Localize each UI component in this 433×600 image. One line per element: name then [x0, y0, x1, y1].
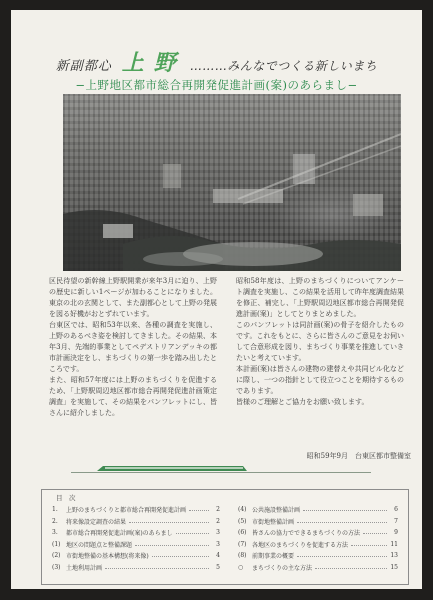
title-tagline: ………みんなでつくる新しいまち [189, 59, 378, 73]
toc-item [52, 539, 220, 551]
toc-item-title: 皆さんの協力でできるまちづくりの方法 [252, 530, 360, 538]
toc-item-number: (6) [238, 529, 247, 537]
toc-item-number: (5) [238, 517, 247, 525]
toc-item-number: (3) [52, 563, 61, 571]
toc-item [238, 527, 398, 539]
aerial-photo [63, 94, 401, 271]
toc-item-page: 15 [390, 563, 398, 571]
toc-item [238, 550, 398, 562]
toc-item-number: (8) [238, 552, 247, 560]
document-title [11, 46, 422, 76]
toc-item-page: 4 [216, 552, 220, 560]
toc-item-page: 7 [394, 517, 398, 525]
toc-item-page: 9 [394, 529, 398, 537]
publication-date: 昭和59年9月 台東区都市整備室 [306, 452, 411, 460]
toc-item-number: 2. [52, 517, 58, 525]
toc-leader [351, 545, 387, 546]
toc-right-column [238, 504, 398, 573]
toc-leader [297, 556, 387, 557]
toc-item-number: (4) [238, 506, 247, 514]
toc-item-title: 前期事業の概要 [252, 553, 295, 561]
title-prefix: 新副都心 [55, 59, 112, 74]
toc-item-number: (1) [52, 540, 61, 548]
toc-item-title: 都市総合再開発促進計画(案)のあらまし [66, 530, 173, 538]
toc-item-page: 2 [216, 506, 220, 514]
toc-item [238, 539, 398, 551]
toc-item-title: 将来像設定調査の結果 [66, 518, 127, 526]
aerial-photo-drawing [63, 94, 401, 271]
toc-item [52, 550, 220, 562]
toc-item-title: 市街地整備計画 [252, 518, 295, 526]
toc-leader [297, 522, 387, 523]
toc-item [238, 562, 398, 574]
toc-item-page: 5 [216, 563, 220, 571]
toc-item-page: 3 [216, 540, 220, 548]
toc-leader [135, 545, 209, 546]
toc-leader [303, 510, 387, 511]
toc-item-title: 地区の問題点と整備課題 [66, 541, 133, 549]
toc-leader [189, 510, 209, 511]
toc-item-title: 各地区のまちづくりを促進する方法 [252, 541, 348, 549]
toc-item-page: 11 [390, 540, 398, 548]
toc-item-number: 1. [52, 506, 58, 514]
toc-item-page: 2 [216, 517, 220, 525]
toc-leader [315, 568, 387, 569]
intro-text-right: 昭和58年度は、上野のまちづくりについてアンケート調査を実施し、この結果を活用して昨年度調査結果を修正、補完し、「上野駅周辺地区都市総合再開発促進計画(案)」としてとりまとめました。 このパンフレットは同計画(案)の骨子を紹介したものです。これをもとに、さらに皆さんのご意見をお伺いして合意形成を図り、まちづくり事業を推進していきたいと考えています。 本計画(案)は皆さんの建物の建替えや共同ビル化などに際し、一つの指針として役立つことを期待するものであります。 皆様のご理解とご協力をお願い致します。 [236, 277, 404, 406]
toc-leader [152, 556, 209, 557]
toc-item-number: ○ [238, 563, 244, 571]
train-illustration [97, 465, 247, 472]
toc-header: 目 次 [56, 494, 76, 502]
toc-item [238, 504, 398, 516]
toc-item [238, 516, 398, 528]
toc-item [52, 562, 220, 574]
toc-item-title: 市街地整備の基本構想(将来像) [66, 553, 149, 561]
toc-item-page: 13 [390, 552, 398, 560]
toc-left-column [52, 504, 220, 573]
toc-leader [176, 533, 209, 534]
document-subtitle: −上野地区都市総合再開発促進計画(案)のあらまし− [75, 78, 358, 92]
toc-item-title: まちづくりの主な方法 [252, 564, 312, 572]
toc-item-title: 公共施設整備計画 [252, 507, 301, 515]
divider-line [71, 472, 371, 473]
toc-item [52, 516, 220, 528]
toc-item [52, 527, 220, 539]
toc-leader [129, 522, 209, 523]
toc-leader [105, 568, 209, 569]
toc-item-number: (2) [52, 552, 61, 560]
toc-item-title: 土地利用計画 [66, 564, 103, 572]
toc-item-number: (7) [238, 540, 247, 548]
intro-text-left: 区民待望の新幹線上野駅開業が来年3月に迫り、上野の歴史に新しい1ページが加わることになりました。東京の北の玄関として、また副都心として上野の発展を図る好機がおとずれています。 台東区では、昭和53年以来、各種の調査を実施し、上野のあるべき姿を検討してきました。その結果、本年3月、先端的事業としてペデストリアンデッキの都市計画決定をし、まちづくりの第一歩を踏み出したところです。 また、昭和57年度には上野のまちづくりを促進するため、「上野駅周辺地区都市総合再開発促進計画策定調査」を実施して、その結果をパンフレットにし、皆さんに紹介しました。 [49, 277, 217, 417]
toc-item [52, 504, 220, 516]
toc-leader [363, 533, 387, 534]
table-of-contents [41, 489, 409, 585]
document-page [11, 10, 422, 589]
toc-item-number: 3. [52, 529, 58, 537]
toc-item-page: 3 [216, 529, 220, 537]
title-main: 上野 [121, 50, 186, 76]
toc-item-title: 上野のまちづくりと都市総合再開発促進計画 [66, 507, 186, 515]
toc-item-page: 6 [394, 506, 398, 514]
